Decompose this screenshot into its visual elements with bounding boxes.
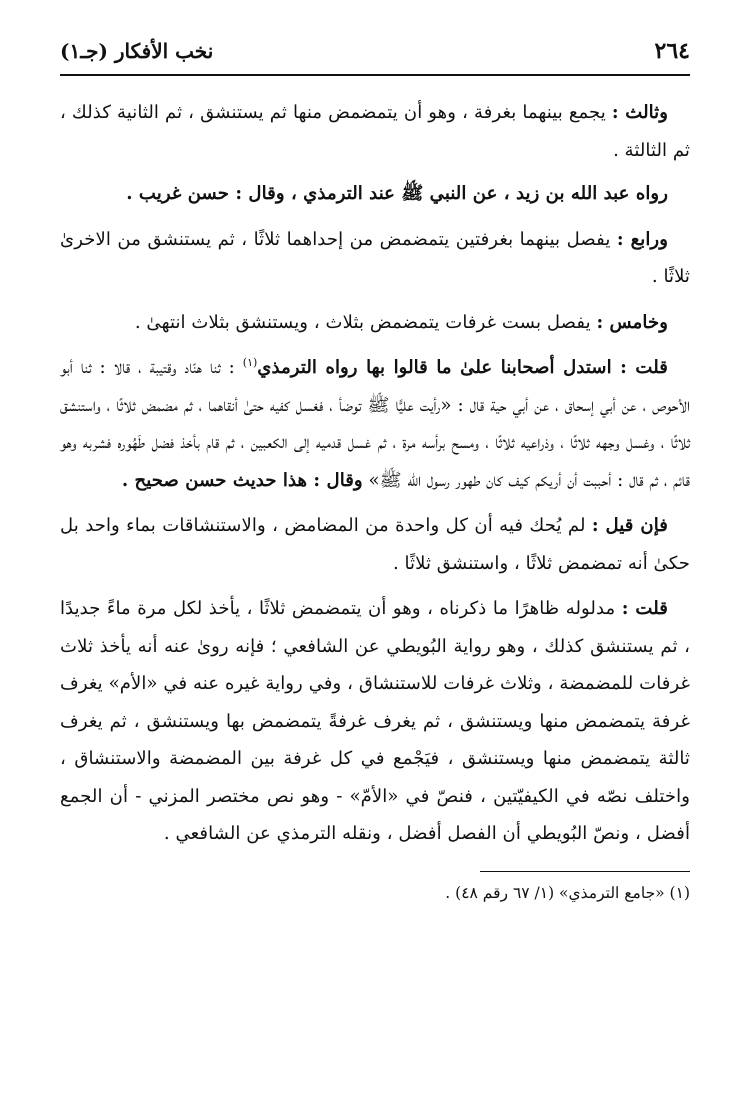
footnote-rule [480, 871, 690, 872]
paragraph-text: يفصل بست غرفات يتمضمض بثلاث ، ويستنشق بثلاث انتهىٰ . [134, 311, 597, 333]
paragraph-reply [60, 590, 690, 853]
paragraph-text: : ثنا هنّاد وقتيبة ، قالا : ثنا أبو الأحوص ، عن أبي إسحاق ، عن أبي حية قال : «رأيت عليًّا ﷺ توضأ ، فغسل كفيه حتىٰ أنقاهما ، ثم مضمض ثلاثًا ، واستنشق ثلاثًا ، وغسل وجهه ثلاثًا ، وذراعيه ثلاثًا ، ومسح برأسه مرة ، ثم غسل قدميه إلى الكعبين ، ثم قام بأخذ فضل طَهُوره فشربه وهو قائم ، ثم قال : أحببت أن أريكم كيف كان طهور رسول الله ﷺ» [60, 357, 690, 491]
paragraph-lead: وثالث : [611, 102, 668, 123]
paragraph-fifth [60, 304, 690, 342]
paragraph-text: يجمع بينهما بغرفة ، وهو أن يتمضمض منها ثم يستنشق ، ثم الثانية كذلك ، ثم الثالثة . [60, 102, 690, 161]
paragraph-objection [60, 507, 690, 582]
paragraph-lead: فإن قيل : [591, 515, 668, 536]
paragraph-lead: وخامس : [596, 311, 668, 333]
footnote: (١) «جامع الترمذي» (١/ ٦٧ رقم ٤٨) . [445, 883, 690, 902]
paragraph-bold-tail: وقال : هذا حديث حسن صحيح . [121, 469, 363, 491]
paragraph-fourth [60, 221, 690, 296]
book-page [60, 38, 690, 1078]
header-rule [60, 74, 690, 76]
book-title: نخب الأفكار (جـ١) [60, 39, 214, 63]
paragraph-lead: قلت : [621, 598, 668, 619]
footnote-marker[interactable]: (١) [242, 355, 258, 369]
paragraph-narration [60, 175, 690, 213]
paragraph-bold-text: رواه عبد الله بن زيد ، عن النبي ﷺ عند الترمذي ، وقال : حسن غريب . [126, 183, 668, 204]
page-body [60, 94, 690, 853]
paragraph-text: لم يُحك فيه أن كل واحدة من المضامض ، والاستنشاقات بماء واحد بل حكىٰ أنه تمضمض ثلاثًا ، واستنشق ثلاثًا . [60, 515, 690, 574]
paragraph-text: مدلوله ظاهرًا ما ذكرناه ، وهو أن يتمضمض ثلاثًا ، يأخذ لكل مرة ماءً جديدًا ، ثم يستنشق كذلك ، وهو رواية البُويطي عن الشافعي ؛ فإنه روىٰ عنه أنه يأخذ ثلاث غرفات للمضمضة ، وثلاث غرفات للاستنشاق ، وفي رواية غيره عنه في «الأم» يغرف غرفة يتمضمض منها ويستنشق ، ثم يغرف غرفةً يتمضمض بها ويستنشق ، ثم يغرف ثالثة يتمضمض منها ويستنشق ، فيَجْمع في كل غرفة بين المضمضة والاستنشاق ، واختلف نصّه في الكيفيّتين ، فنصّ في «الأمّ» - وهو نص مختصر المزني - أن الجمع أفضل ، ونصّ البُويطي أن الفصل أفضل ، ونقله الترمذي عن الشافعي . [60, 598, 690, 844]
running-header [60, 38, 690, 72]
paragraph-third [60, 94, 690, 169]
paragraph-lead: ورابع : [616, 228, 668, 250]
page-number: ٢٦٤ [654, 38, 690, 64]
paragraph-evidence [60, 349, 690, 499]
paragraph-text: يفصل بينهما بغرفتين يتمضمض من إحداهما ثلاثًا ، ثم يستنشق من الاخرىٰ ثلاثًا . [60, 228, 690, 287]
paragraph-lead: قلت : استدل أصحابنا علىٰ ما قالوا بها رواه الترمذي [257, 357, 668, 378]
